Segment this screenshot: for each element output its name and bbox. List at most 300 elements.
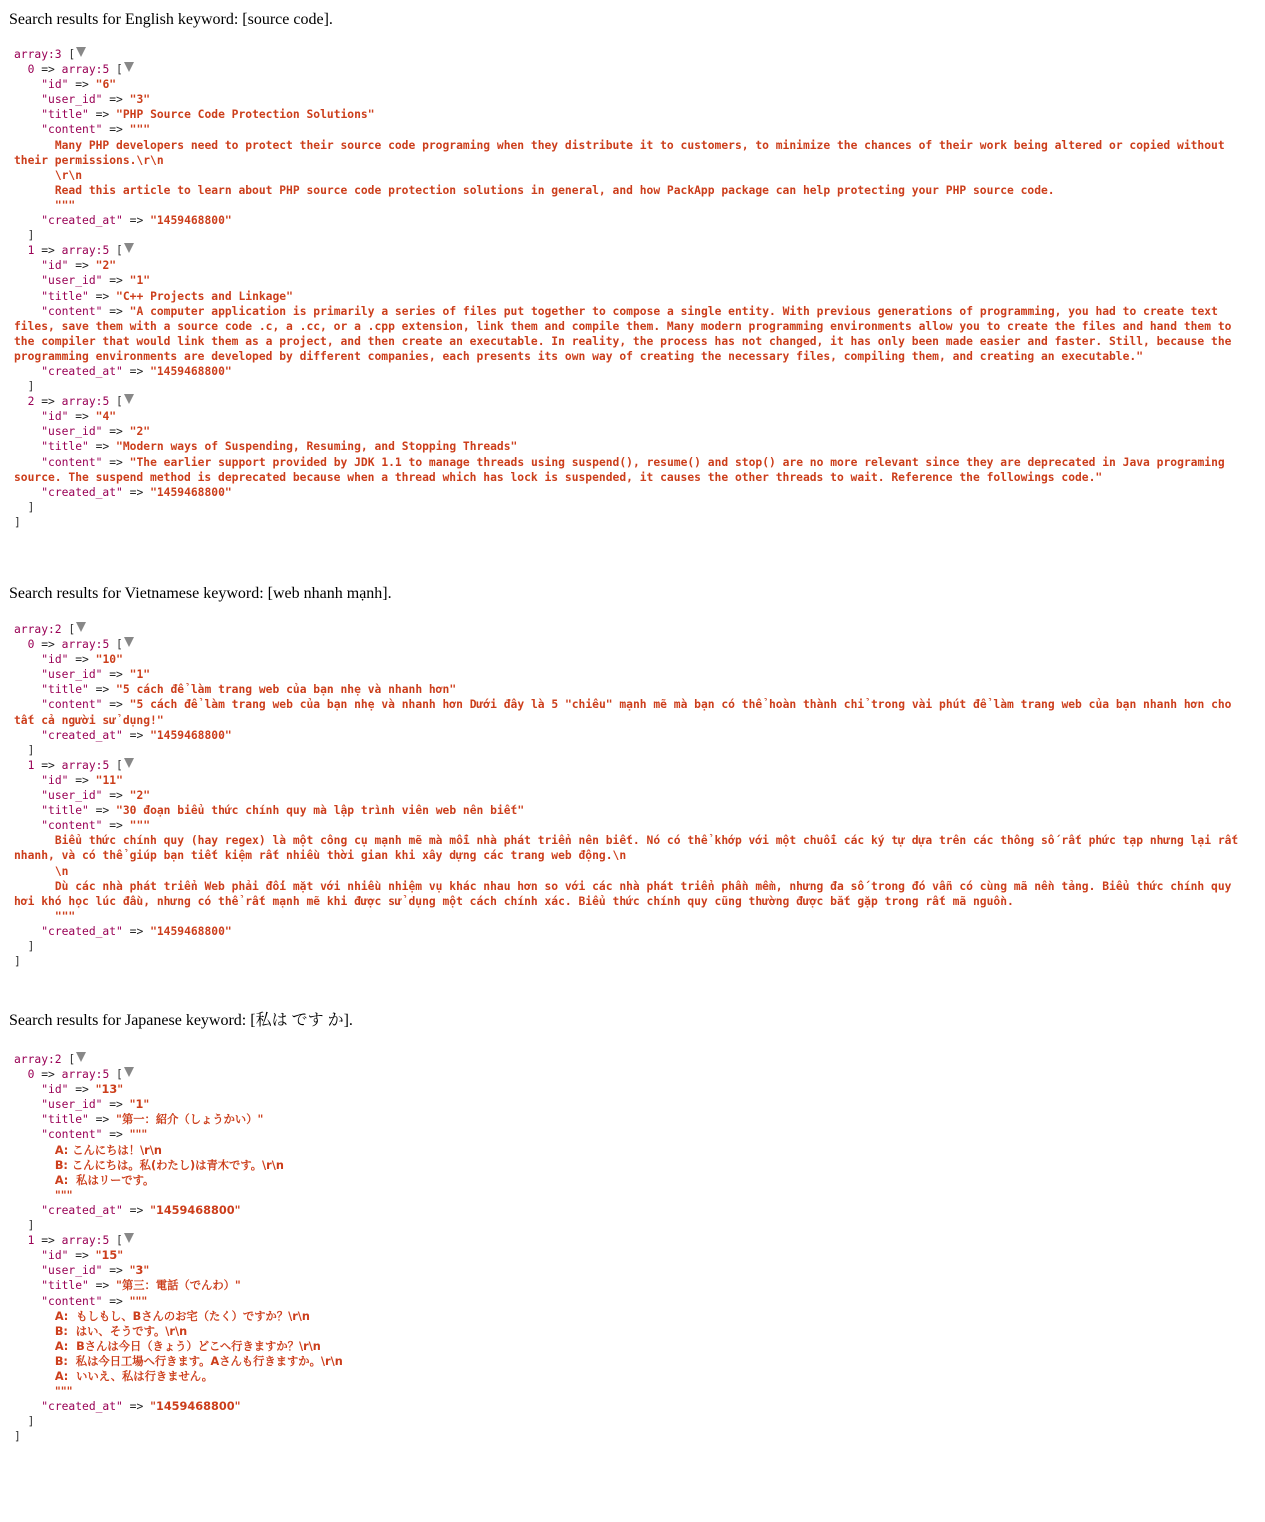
quote: ": [150, 728, 157, 742]
item-close: [14, 1218, 1250, 1233]
quote: ": [150, 1203, 156, 1217]
field-content-line: B: こんにちは。私(わたし)は青木です。\r\n: [54, 1158, 284, 1172]
arrow: =>: [102, 1128, 130, 1142]
content-end: [14, 909, 1250, 924]
quote: ": [143, 93, 151, 107]
arrow: =>: [68, 1083, 96, 1097]
indent: [14, 1264, 41, 1277]
triple-quote: """: [54, 909, 76, 923]
field-content-line: B: はい、そうです。\r\n: [54, 1324, 188, 1338]
field-id: 6: [102, 78, 110, 92]
quote: ": [257, 1113, 264, 1127]
key-id: "id": [41, 773, 69, 787]
quote: ": [109, 410, 117, 424]
key-created_at: "created_at": [41, 728, 123, 742]
bracket: [: [109, 1234, 123, 1248]
arrow: =>: [88, 1279, 117, 1293]
field-created-at: 1459468800: [156, 924, 225, 938]
arrow: =>: [102, 1264, 130, 1278]
quote: ": [95, 259, 103, 273]
arrow: =>: [122, 1400, 151, 1414]
item-array-label: array:5: [61, 395, 110, 409]
quote: ": [116, 108, 123, 122]
field-created-at-line: [14, 728, 1250, 743]
arrow: =>: [102, 93, 130, 107]
indent: [14, 1325, 55, 1338]
quote: ": [95, 653, 103, 667]
arrow: =>: [34, 395, 62, 409]
arrow: =>: [68, 410, 96, 424]
indent: [14, 1189, 55, 1202]
item-close: [14, 939, 1250, 954]
toggle-caret-icon[interactable]: [76, 622, 86, 632]
indent: [14, 78, 41, 91]
triple-quote: """: [54, 1188, 73, 1202]
key-id: "id": [41, 653, 69, 667]
item-index: 2: [27, 395, 35, 409]
quote: ": [116, 1279, 122, 1293]
key-created_at: "created_at": [41, 214, 123, 228]
array-label: array:3: [14, 48, 62, 61]
indent: [14, 93, 41, 106]
key-created_at: "created_at": [41, 485, 123, 499]
quote: ": [109, 259, 117, 273]
toggle-caret-icon[interactable]: [124, 243, 134, 253]
arrow: =>: [88, 440, 117, 454]
quote: ": [517, 804, 525, 818]
arrow: =>: [34, 244, 62, 258]
arrow: =>: [102, 274, 130, 288]
content-header: [14, 1294, 1250, 1309]
item-index: 0: [27, 1068, 35, 1082]
indent: [14, 1279, 41, 1292]
indent: [14, 274, 41, 287]
arrow: =>: [68, 773, 96, 787]
item-index: 0: [27, 63, 35, 77]
quote: ": [117, 1083, 124, 1097]
field-title-line: [14, 682, 1250, 697]
quote: ": [510, 440, 518, 454]
item-array-label: array:5: [61, 63, 110, 77]
key-title: "title": [41, 1113, 89, 1127]
field-id-line: [14, 652, 1250, 667]
field-id-line: [14, 1082, 1250, 1097]
key-created_at: "created_at": [41, 1400, 123, 1414]
field-content-line: Biểu thức chính quy (hay regex) là một công cụ mạnh mẽ mà mỗi nhà phát triển nên biết. Nó có thể khớp với một chuỗi các ký tự dựa trên các thông số rất phức tạp nhưng lại rất nhanh, và có thể giúp bạn tiết kiệm rất nhiều thời gian khi xây dựng các trang web động.\n: [14, 834, 1246, 863]
indent: [14, 1340, 55, 1353]
field-title-line: [14, 1278, 1250, 1293]
arrow: =>: [102, 304, 130, 318]
indent: [14, 184, 55, 197]
item-close: [14, 743, 1250, 758]
field-user-id: 3: [135, 1264, 144, 1278]
bracket: [: [109, 638, 123, 652]
content-line: [14, 168, 1250, 183]
quote: ": [129, 93, 137, 107]
field-content-line: [14, 304, 1250, 364]
content-line: [14, 138, 1250, 168]
arrow: =>: [102, 1294, 130, 1308]
content-end: [14, 1384, 1250, 1399]
indent: [14, 638, 28, 651]
indent: [14, 653, 41, 666]
field-id: 11: [102, 773, 117, 787]
bracket: ]: [14, 1219, 35, 1233]
key-id: "id": [41, 78, 69, 92]
content-line: [14, 1309, 1250, 1324]
key-content: "content": [41, 123, 103, 137]
quote: ": [129, 274, 137, 288]
item-index: 1: [27, 244, 35, 258]
toggle-caret-icon[interactable]: [76, 1052, 86, 1062]
array-header: [14, 1052, 1250, 1067]
quote: ": [234, 1203, 241, 1217]
arrow: =>: [102, 455, 130, 469]
key-user_id: "user_id": [41, 93, 103, 107]
quote: ": [116, 683, 123, 697]
array-label: array:2: [14, 1053, 62, 1066]
key-title: "title": [41, 108, 89, 122]
field-content: The earlier support provided by JDK 1.1 to manage threads using suspend(), resume() and stop() are no more relevant since they are deprecated in Java programing source. The suspend method is deprecated because when a thread which has lock is suspended, it causes the other threads to wait. Reference the followings code.: [14, 455, 1232, 484]
content-header: [14, 1127, 1250, 1142]
field-user-id-line: [14, 788, 1250, 803]
key-user_id: "user_id": [41, 274, 103, 288]
key-content: "content": [41, 455, 103, 469]
arrow: =>: [102, 698, 130, 712]
field-title: PHP Source Code Protection Solutions: [122, 108, 368, 122]
field-title-line: [14, 803, 1250, 818]
indent: [14, 774, 41, 787]
array-dump: [14, 47, 1250, 530]
arrow: =>: [34, 1068, 62, 1082]
item-close: [14, 500, 1250, 515]
field-id: 2: [102, 259, 110, 273]
bracket: ]: [14, 229, 35, 243]
toggle-caret-icon[interactable]: [124, 394, 134, 404]
key-id: "id": [41, 1249, 69, 1263]
toggle-caret-icon[interactable]: [124, 758, 134, 768]
quote: ": [286, 289, 293, 303]
indent: [14, 1310, 55, 1323]
triple-quote: """: [129, 1128, 148, 1142]
field-content-line: A: Bさんは今日（きょう）どこへ行きますか？\r\n: [54, 1339, 321, 1353]
arrow: =>: [102, 668, 130, 682]
quote: ": [129, 425, 137, 439]
field-id: 10: [102, 653, 117, 667]
field-created-at: 1459468800: [155, 1400, 235, 1414]
section-heading: Search results for English keyword: [source code].: [9, 11, 333, 28]
bracket: ]: [14, 515, 21, 529]
array-close: [14, 954, 1250, 969]
field-created-at: 1459468800: [156, 485, 225, 499]
bracket: ]: [14, 955, 21, 969]
quote: ": [116, 1113, 122, 1127]
field-content-line: A: もしもし、Bさんのお宅（たく）ですか？\r\n: [54, 1309, 310, 1323]
bracket: ]: [14, 500, 35, 514]
field-user-id: 3: [136, 93, 144, 107]
field-content-line: A: いいえ、私は行きません。: [54, 1369, 214, 1383]
bracket: ]: [14, 1415, 35, 1429]
content-line: [14, 1354, 1250, 1369]
content-line: [14, 879, 1250, 909]
indent: [14, 804, 41, 817]
field-id-line: [14, 409, 1250, 424]
key-title: "title": [41, 440, 89, 454]
indent: [14, 1159, 55, 1172]
key-content: "content": [41, 819, 103, 833]
field-id: 15: [101, 1249, 118, 1263]
indent: [14, 789, 41, 802]
quote: ": [95, 78, 103, 92]
indent: [14, 925, 41, 938]
indent: [14, 1295, 41, 1308]
item-array-label: array:5: [61, 638, 110, 652]
indent: [14, 1234, 28, 1247]
field-title-line: [14, 107, 1250, 122]
quote: ": [143, 668, 151, 682]
key-created_at: "created_at": [41, 924, 123, 938]
field-created-at: 1459468800: [155, 1203, 235, 1217]
bracket: [: [109, 1068, 123, 1082]
arrow: =>: [122, 214, 151, 228]
triple-quote: """: [129, 819, 151, 833]
indent: [14, 1113, 41, 1126]
quote: ": [1136, 349, 1144, 363]
arrow: =>: [34, 63, 62, 77]
section-heading: Search results for Vietnamese keyword: [web nhanh mạnh].: [9, 585, 392, 602]
item-array-label: array:5: [61, 244, 110, 258]
toggle-caret-icon[interactable]: [124, 1233, 134, 1243]
indent: [14, 440, 41, 453]
quote: ": [129, 1264, 136, 1278]
arrow: =>: [34, 638, 62, 652]
item-header: [14, 1067, 1250, 1082]
arrow: =>: [88, 683, 117, 697]
indent: [14, 1370, 55, 1383]
field-content-line: Read this article to learn about PHP source code protection solutions in general, and how PackApp package can help protecting your PHP source code.: [54, 183, 1055, 197]
quote: ": [116, 289, 123, 303]
indent: [14, 63, 28, 76]
arrow: =>: [122, 924, 151, 938]
indent: [14, 123, 41, 136]
content-end: [14, 198, 1250, 213]
array-header: [14, 47, 1250, 62]
toggle-caret-icon[interactable]: [124, 1067, 134, 1077]
bracket: [: [109, 395, 123, 409]
quote: ": [143, 1264, 150, 1278]
toggle-caret-icon[interactable]: [76, 47, 86, 57]
quote: ": [224, 364, 232, 378]
item-header: [14, 394, 1250, 409]
arrow: =>: [34, 1234, 62, 1248]
indent: [14, 834, 55, 847]
field-created-at-line: [14, 1203, 1250, 1218]
indent: [14, 819, 41, 832]
indent: [14, 199, 55, 212]
item-array-label: array:5: [61, 1068, 110, 1082]
field-title-line: [14, 1112, 1250, 1127]
array-close: [14, 515, 1250, 530]
indent: [14, 910, 55, 923]
item-close: [14, 379, 1250, 394]
key-content: "content": [41, 1294, 103, 1308]
quote: ": [143, 1098, 150, 1112]
array-label: array:2: [14, 623, 62, 636]
field-created-at: 1459468800: [156, 728, 225, 742]
field-title: C++ Projects and Linkage: [122, 289, 287, 303]
arrow: =>: [68, 78, 96, 92]
quote: ": [224, 214, 232, 228]
field-content-line: B: 私は今日工場へ行きます。Aさんも行きますか。\r\n: [54, 1354, 343, 1368]
key-id: "id": [41, 410, 69, 424]
quote: ": [116, 773, 123, 787]
arrow: =>: [102, 1098, 130, 1112]
arrow: =>: [68, 653, 96, 667]
field-content-line: \r\n: [54, 168, 83, 182]
arrow: =>: [122, 364, 151, 378]
field-content-line: Many PHP developers need to protect their source code programing when they distribute it to customers, to minimize the chances of their work being altered or copied without their permissions.\r\n: [14, 138, 1232, 167]
triple-quote: """: [129, 123, 151, 137]
triple-quote: """: [54, 198, 76, 212]
quote: ": [150, 364, 157, 378]
field-user-id-line: [14, 1097, 1250, 1112]
arrow: =>: [88, 1113, 117, 1127]
quote: ": [143, 425, 151, 439]
indent: [14, 290, 41, 303]
arrow: =>: [88, 289, 117, 303]
field-created-at-line: [14, 924, 1250, 939]
quote: ": [95, 1083, 102, 1097]
arrow: =>: [34, 758, 62, 772]
quote: ": [150, 214, 157, 228]
bracket: ]: [14, 1430, 21, 1444]
item-index: 1: [27, 1234, 35, 1248]
field-content-line: [14, 455, 1250, 485]
item-close: [14, 1414, 1250, 1429]
field-user-id-line: [14, 667, 1250, 682]
indent: [14, 1204, 41, 1217]
indent: [14, 1128, 41, 1141]
key-title: "title": [41, 683, 89, 697]
quote: ": [109, 78, 117, 92]
quote: ": [234, 1279, 241, 1293]
item-header: [14, 758, 1250, 773]
field-content: 5 cách để làm trang web của bạn nhẹ và nhanh hơn Dưới đây là 5 "chiêu" mạnh mẽ mà bạn có thể hoàn thành chỉ trong vài phút để làm trang web của bạn nhanh hơn cho tất cả người sử dụng!: [14, 698, 1239, 727]
quote: ": [95, 1249, 102, 1263]
key-user_id: "user_id": [41, 1098, 103, 1112]
array-close: [14, 1429, 1250, 1444]
field-user-id: 2: [136, 789, 144, 803]
bracket: [: [109, 63, 123, 77]
key-content: "content": [41, 698, 103, 712]
content-line: [14, 1143, 1250, 1158]
section-heading: Search results for Japanese keyword: [私は です か].: [9, 1012, 353, 1029]
content-line: [14, 1324, 1250, 1339]
quote: ": [224, 728, 232, 742]
field-content-line: Dù các nhà phát triển Web phải đối mặt với nhiều nhiệm vụ khác nhau hơn so với các nhà phát triển phần mềm, nhưng đa số trong đó vẫn có cùng mã nền tảng. Biểu thức chính quy hơi khó học lúc đầu, nhưng có thể rất mạnh mẽ khi được sử dụng một cách chính xác. Biểu thức chính quy cũng thường được bắt gặp trong rất mã nguồn.: [14, 879, 1239, 908]
indent: [14, 1068, 28, 1081]
field-id-line: [14, 77, 1250, 92]
toggle-caret-icon[interactable]: [124, 637, 134, 647]
field-title: Modern ways of Suspending, Resuming, and Stopping Threads: [122, 440, 511, 454]
arrow: =>: [88, 804, 117, 818]
content-line: [14, 1158, 1250, 1173]
indent: [14, 214, 41, 227]
field-created-at-line: [14, 485, 1250, 500]
key-content: "content": [41, 304, 103, 318]
arrow: =>: [68, 259, 96, 273]
indent: [14, 1083, 41, 1096]
field-user-id: 2: [136, 425, 144, 439]
indent: [14, 425, 41, 438]
indent: [14, 139, 55, 152]
item-array-label: array:5: [61, 758, 110, 772]
item-header: [14, 62, 1250, 77]
arrow: =>: [102, 123, 130, 137]
field-user-id-line: [14, 273, 1250, 288]
bracket: ]: [14, 939, 35, 953]
indent: [14, 365, 41, 378]
arrow: =>: [68, 1249, 96, 1263]
arrow: =>: [102, 819, 130, 833]
quote: ": [367, 108, 375, 122]
quote: ": [224, 924, 232, 938]
quote: ": [156, 713, 164, 727]
toggle-caret-icon[interactable]: [124, 62, 134, 72]
field-user-id-line: [14, 1263, 1250, 1278]
arrow: =>: [88, 108, 117, 122]
item-close: [14, 228, 1250, 243]
quote: ": [95, 773, 103, 787]
indent: [14, 244, 28, 257]
content-line: [14, 1173, 1250, 1188]
item-header: [14, 1233, 1250, 1248]
arrow: =>: [102, 425, 130, 439]
indent: [14, 259, 41, 272]
quote: ": [224, 485, 232, 499]
field-content-line: \n: [54, 864, 69, 878]
quote: ": [150, 485, 157, 499]
item-header: [14, 243, 1250, 258]
quote: ": [129, 455, 137, 469]
field-id-line: [14, 773, 1250, 788]
field-content-line: A: こんにちは！\r\n: [54, 1143, 162, 1157]
indent: [14, 683, 41, 696]
indent: [14, 1355, 55, 1368]
indent: [14, 1249, 41, 1262]
field-title: 5 cách để làm trang web của bạn nhẹ và nhanh hơn: [122, 683, 450, 697]
quote: ": [116, 440, 123, 454]
triple-quote: """: [54, 1385, 73, 1399]
key-id: "id": [41, 259, 69, 273]
field-title-line: [14, 439, 1250, 454]
key-title: "title": [41, 804, 89, 818]
key-created_at: "created_at": [41, 364, 123, 378]
item-index: 0: [27, 638, 35, 652]
field-id: 4: [102, 410, 110, 424]
field-user-id-line: [14, 424, 1250, 439]
indent: [14, 698, 41, 711]
key-id: "id": [41, 1083, 69, 1097]
quote: ": [150, 924, 157, 938]
indent: [14, 410, 41, 423]
item-header: [14, 637, 1250, 652]
bracket: [: [109, 244, 123, 258]
key-user_id: "user_id": [41, 789, 103, 803]
quote: ": [95, 410, 103, 424]
field-title: 第一：紹介（しょうかい）: [121, 1113, 258, 1127]
key-user_id: "user_id": [41, 1264, 103, 1278]
